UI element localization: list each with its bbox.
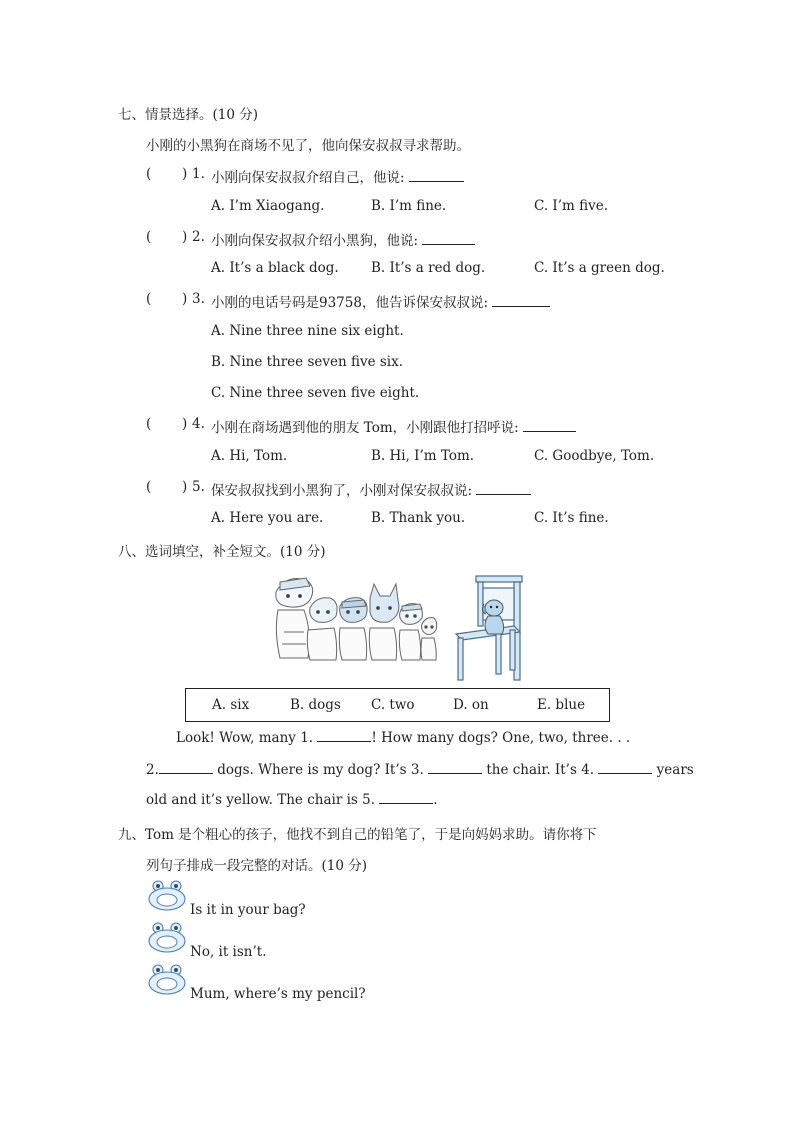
section-9-title: 九、Tom 是个粗心的孩子，他找不到自己的铅笔了，于是向妈妈求助。请你将下	[118, 827, 597, 843]
blank-3[interactable]	[428, 772, 482, 774]
answer-paren-open: (	[146, 291, 152, 307]
question-stem: 小刚在商场遇到他的朋友 Tom，小刚跟他打招呼说:	[211, 416, 576, 436]
puppies-illustration	[266, 572, 438, 664]
dialogue-item: No, it isn’t.	[190, 944, 267, 960]
option-b: B. I’m fine.	[371, 198, 447, 214]
option-c: C. Goodbye, Tom.	[534, 448, 655, 464]
section-7-title: 七、情景选择。(10 分)	[118, 107, 259, 123]
option-a: A. It’s a black dog.	[211, 260, 339, 276]
frog-icon	[146, 922, 188, 954]
option-a: A. Nine three nine six eight.	[211, 323, 404, 339]
question-stem: 小刚的电话号码是93758，他告诉保安叔叔说:	[211, 291, 550, 311]
option-c: C. It’s a green dog.	[534, 260, 665, 276]
frog-icon	[146, 964, 188, 996]
question-number: 1.	[192, 166, 205, 182]
answer-blank[interactable]	[476, 493, 531, 495]
word-option: D. on	[453, 697, 489, 713]
answer-paren-close: )	[182, 229, 188, 245]
section-9-title-cont: 列句子排成一段完整的对话。(10 分)	[146, 858, 368, 874]
answer-paren-close: )	[182, 291, 188, 307]
word-option: E. blue	[537, 697, 586, 713]
option-a: A. Hi, Tom.	[211, 448, 288, 464]
answer-blank[interactable]	[523, 430, 576, 432]
word-option: B. dogs	[290, 697, 341, 713]
question-number: 4.	[192, 416, 205, 432]
answer-blank[interactable]	[422, 243, 475, 245]
option-c: C. It’s fine.	[534, 510, 609, 526]
option-a: A. I’m Xiaogang.	[211, 198, 325, 214]
option-c: C. I’m five.	[534, 198, 609, 214]
chair-dog-illustration	[454, 574, 526, 682]
answer-paren-close: )	[182, 166, 188, 182]
answer-paren-open: (	[146, 416, 152, 432]
word-bank	[185, 688, 610, 722]
section-7-intro: 小刚的小黑狗在商场不见了，他向保安叔叔寻求帮助。	[146, 138, 470, 154]
option-a: A. Here you are.	[211, 510, 324, 526]
question-number: 5.	[192, 479, 205, 495]
question-stem: 保安叔叔找到小黑狗了，小刚对保安叔叔说:	[211, 479, 531, 499]
answer-paren-open: (	[146, 479, 152, 495]
answer-paren-open: (	[146, 166, 152, 182]
word-option: A. six	[212, 697, 250, 713]
word-option: C. two	[371, 697, 415, 713]
dialogue-item: Is it in your bag?	[190, 902, 306, 918]
blank-4[interactable]	[598, 772, 652, 774]
question-number: 3.	[192, 291, 205, 307]
blank-5[interactable]	[379, 802, 433, 804]
answer-paren-close: )	[182, 479, 188, 495]
dialogue-item: Mum, where’s my pencil?	[190, 986, 366, 1002]
answer-blank[interactable]	[492, 305, 550, 307]
section-8-title: 八、选词填空，补全短文。(10 分)	[118, 544, 326, 560]
option-b: B. Nine three seven five six.	[211, 354, 404, 370]
passage-line-1: Look! Wow, many 1. ! How many dogs? One, two, three. . .	[176, 730, 631, 746]
blank-1[interactable]	[317, 740, 371, 742]
option-c: C. Nine three seven five eight.	[211, 385, 420, 401]
answer-paren-close: )	[182, 416, 188, 432]
question-stem: 小刚向保安叔叔介绍自己，他说:	[211, 166, 464, 186]
frog-icon	[146, 880, 188, 912]
option-b: B. Hi, I’m Tom.	[371, 448, 475, 464]
option-b: B. Thank you.	[371, 510, 466, 526]
blank-2[interactable]	[159, 772, 213, 774]
passage-line-3: old and it’s yellow. The chair is 5. .	[146, 792, 438, 808]
answer-blank[interactable]	[409, 180, 464, 182]
question-number: 2.	[192, 229, 205, 245]
answer-paren-open: (	[146, 229, 152, 245]
passage-line-2: 2. dogs. Where is my dog? It’s 3. the chair. It’s 4. years	[146, 762, 694, 778]
option-b: B. It’s a red dog.	[371, 260, 486, 276]
question-stem: 小刚向保安叔叔介绍小黑狗，他说:	[211, 229, 475, 249]
